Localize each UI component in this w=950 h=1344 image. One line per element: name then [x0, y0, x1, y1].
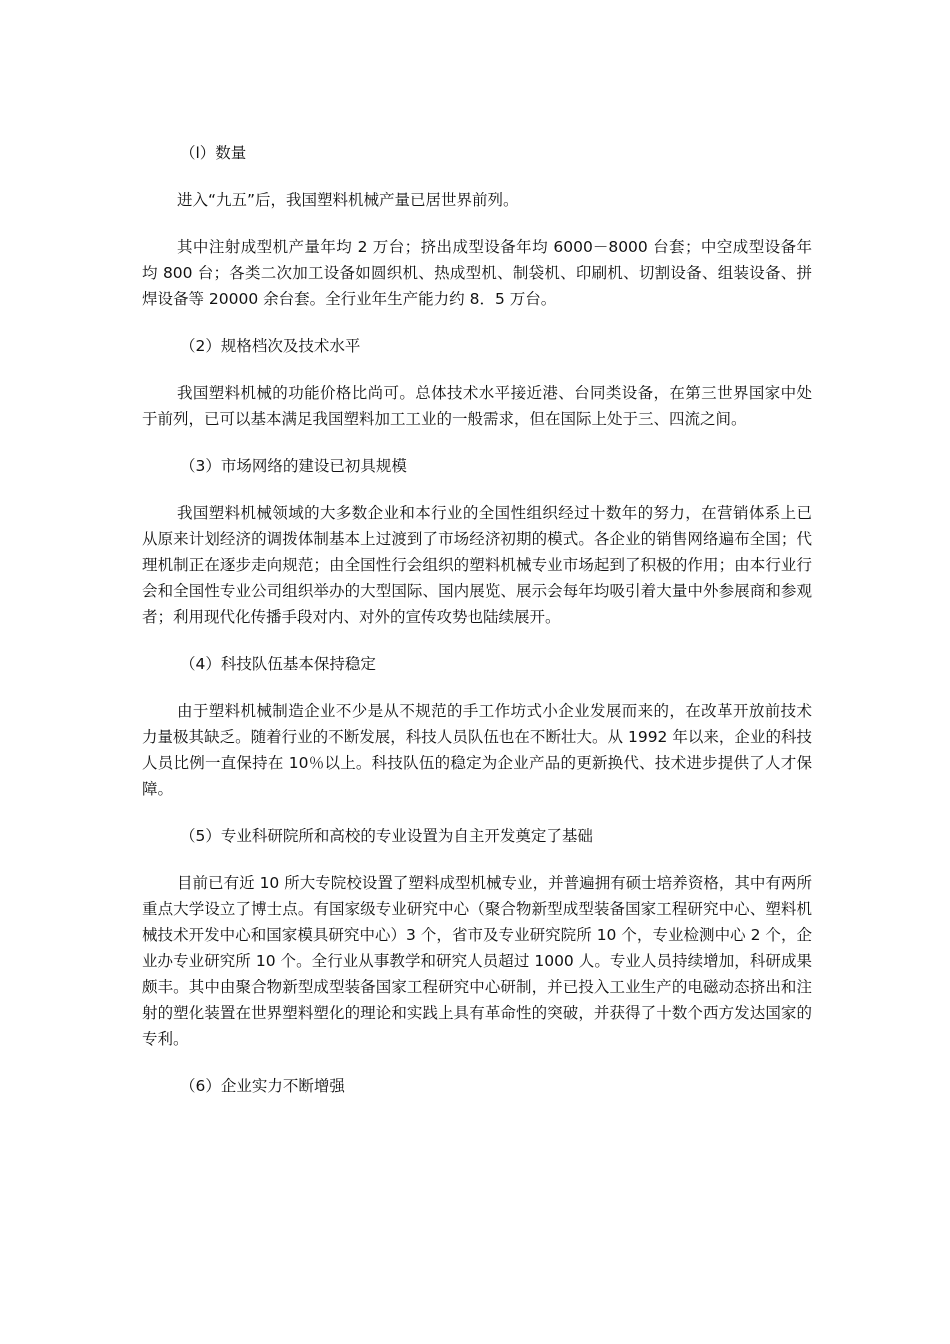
paragraph-market-network: 我国塑料机械领域的大多数企业和本行业的全国性组织经过十数年的努力，在营销体系上已从原来计划经济的调拨体制基本上过渡到了市场经济初期的模式。各企业的销售网络遍布全国；代理机制正在逐步走向规范；由全国性行会组织的塑料机械专业市场起到了积极的作用；由本行业行会和全国性专业公司组织举办的大型国际、国内展览、展示会每年均吸引着大量中外参展商和参观者；利用现代化传播手段对内、对外的宣传攻势也陆续展开。 — [142, 504, 812, 626]
section-heading-quantity: （l）数量 — [180, 144, 247, 162]
paragraph-output-details: 其中注射成型机产量年均 2 万台；挤出成型设备年均 6000－8000 台套；中空成型设备年均 800 台；各类二次加工设备如圆织机、热成型机、制袋机、印刷机、切割设备、组装设备、拼焊设备等 20000 余台套。全行业年生产能力约 8．5 万台。 — [142, 238, 812, 308]
paragraph-output-ranking: 进入“九五”后，我国塑料机械产量已居世界前列。 — [177, 191, 519, 209]
paragraph-tech-team: 由于塑料机械制造企业不少是从不规范的手工作坊式小企业发展而来的，在改革开放前技术力量极其缺乏。随着行业的不断发展，科技人员队伍也在不断壮大。从 1992 年以来，企业的科技人员比例一直保持在 10％以上。科技队伍的稳定为企业产品的更新换代、技术进步提供了人才保障。 — [142, 702, 812, 798]
section-heading-research-institutes: （5）专业科研院所和高校的专业设置为自主开发奠定了基础 — [180, 827, 593, 845]
section-heading-tech-level: （2）规格档次及技术水平 — [180, 337, 361, 355]
paragraph-tech-level: 我国塑料机械的功能价格比尚可。总体技术水平接近港、台同类设备，在第三世界国家中处于前列，已可以基本满足我国塑料加工工业的一般需求，但在国际上处于三、四流之间。 — [142, 384, 812, 428]
document-page — [142, 140, 812, 1099]
section-heading-tech-team: （4）科技队伍基本保持稳定 — [180, 655, 376, 673]
section-heading-market-network: （3）市场网络的建设已初具规模 — [180, 457, 407, 475]
section-heading-enterprise-strength: （6）企业实力不断增强 — [180, 1077, 345, 1095]
paragraph-research-institutes: 目前已有近 10 所大专院校设置了塑料成型机械专业，并普遍拥有硕士培养资格，其中有两所重点大学设立了博士点。有国家级专业研究中心（聚合物新型成型装备国家工程研究中心、塑料机械技术开发中心和国家模具研究中心）3 个，省市及专业研究院所 10 个，专业检测中心 2 个，企业办专业研究所 10 个。全行业从事教学和研究人员超过 1000 人。专业人员持续增加，科研成果颇丰。其中由聚合物新型成型装备国家工程研究中心研制，并已投入工业生产的电磁动态挤出和注射的塑化装置在世界塑料塑化的理论和实践上具有革命性的突破，并获得了十数个西方发达国家的专利。 — [142, 874, 812, 1048]
